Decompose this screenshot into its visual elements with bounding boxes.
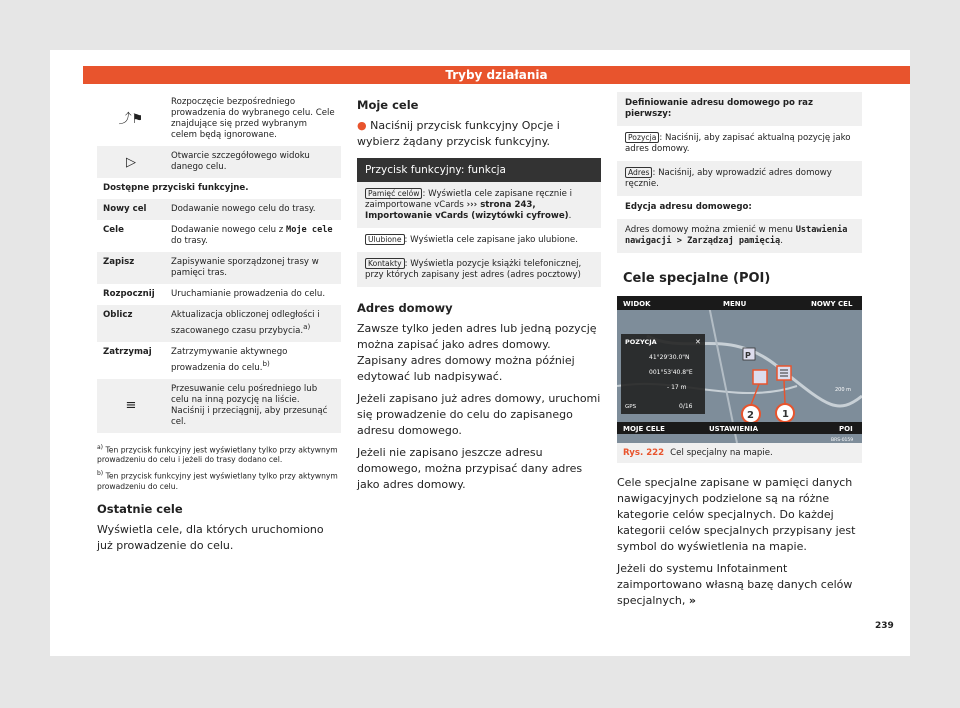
poi-button: POI (839, 425, 853, 433)
function-row (617, 219, 862, 253)
new-destination-button: NOWY CEL (811, 300, 853, 308)
menu-ref: Ustawienia nawigacji > Zarządzaj pamięcią (625, 225, 848, 246)
text-part: Aktualizacja obliczonej odległości i szacowanego czasu przybycia. (171, 310, 320, 336)
table-row (97, 342, 341, 379)
home-address-heading: Adres domowy (357, 301, 453, 315)
footnote-text: Ten przycisk funkcyjny jest wyświetlany tylko przy aktywnym prowadzeniu do celu i jeżeli do trasy dodano cel. (97, 445, 338, 465)
altitude: - 17 m (667, 384, 687, 391)
row-text (165, 342, 341, 379)
row-text (165, 220, 341, 252)
footnote (97, 469, 341, 492)
row-text: Adres domowy można zmienić w menu (625, 225, 796, 235)
row-text: Rozpoczęcie bezpośredniego prowadzenia do wybranego celu. Cele znajdujące się przed wybranym celem będą ignorowane. (165, 92, 341, 146)
function-row (357, 228, 601, 252)
text-part: do trasy. (171, 236, 208, 246)
row-text: Uruchamianie prowadzenia do celu. (165, 284, 341, 305)
footnote-mark: b) (97, 470, 104, 478)
row-key: Nowy cel (97, 199, 165, 220)
row-text: : Wyświetla cele zapisane ręcznie i zaimportowane vCards (365, 189, 573, 210)
position-button: Pozycja (625, 132, 659, 143)
column-3 (617, 92, 862, 615)
caption-text: Cel specjalny na mapie. (670, 448, 773, 458)
footnote-text: Ten przycisk funkcyjny jest wyświetlany tylko przy aktywnym prowadzeniu do celu. (97, 471, 338, 491)
marker-2: 2 (747, 410, 754, 421)
function-row (617, 161, 862, 196)
gps-label: GPS (625, 404, 637, 410)
row-key: Rozpocznij (97, 284, 165, 305)
recent-heading: Ostatnie cele (97, 501, 183, 516)
bullet-item (357, 118, 601, 150)
route-flag-icon: ⤴⚑ (97, 92, 165, 146)
function-table (97, 92, 341, 433)
table-row (97, 146, 341, 178)
paragraph: Jeżeli zapisano już adres domowy, uruchomi się prowadzenie do celu do zapisanego adresu domowego. (357, 392, 601, 437)
row-key: Oblicz (97, 305, 165, 342)
paragraph (617, 561, 862, 609)
page-number: 239 (875, 621, 894, 631)
row-text: . (568, 211, 572, 221)
table-row (97, 220, 341, 252)
table-row (97, 199, 341, 220)
table-row (97, 92, 341, 146)
recent-text: Wyświetla cele, dla których uruchomiono już prowadzenie do celu. (97, 522, 324, 552)
settings-button: USTAWIENIA (709, 425, 759, 433)
navigation-screen-figure (617, 296, 862, 443)
play-outline-icon: ▷ (97, 146, 165, 178)
table-row (97, 252, 341, 284)
row-text: : Wyświetla pozycje książki telefonicznej, przy których zapisany jest adres (adres pocztowy) (365, 259, 582, 280)
table-heading: Definiowanie adresu domowego po raz pierwszy: (617, 92, 862, 126)
paragraph: Zawsze tylko jeden adres lub jedną pozycję można zapisać jako adres domowy. Zapisany adres domowy można później edytować lub nadpisywać. (357, 322, 597, 383)
bullet-icon: ● (357, 119, 371, 132)
function-row (357, 182, 601, 228)
text-part: Dodawanie nowego celu z (171, 225, 287, 235)
column-2 (357, 92, 601, 499)
footnote-mark: a) (97, 443, 104, 451)
row-key: Zapisz (97, 252, 165, 284)
row-text: Dodawanie nowego celu do trasy. (165, 199, 341, 220)
page-header: Tryby działania (83, 66, 910, 84)
row-text: Otwarcie szczegółowego widoku danego celu. (165, 146, 341, 178)
row-text: : Naciśnij, aby wprowadzić adres domowy ręcznie. (625, 168, 832, 189)
my-destinations-heading: Moje cele (357, 98, 419, 112)
footnote (97, 443, 341, 466)
table-heading: Edycja adresu domowego: (625, 202, 752, 212)
figure-reference: Rys. 222 (623, 448, 665, 458)
text-part: Zatrzymywanie aktywnego prowadzenia do celu. (171, 346, 288, 373)
menu-ref: Moje cele (286, 225, 333, 235)
contacts-button: Kontakty (365, 258, 405, 269)
row-text (165, 305, 341, 342)
paragraph-text: Jeżeli do systemu Infotainment zaimportowano własną bazę danych celów specjalnych, (617, 562, 853, 607)
table-row (97, 305, 341, 342)
destination-memory-button: Pamięć celów (365, 188, 422, 199)
row-text: Zapisywanie sporządzonej trasy w pamięci tras. (165, 252, 341, 284)
row-text: : Naciśnij, aby zapisać aktualną pozycję jako adres domowy. (625, 133, 851, 154)
table-row (97, 284, 341, 305)
bullet-text: Naciśnij przycisk funkcyjny Opcje i wybierz żądany przycisk funkcyjny. (357, 119, 560, 148)
drag-handle-icon: ≡ (97, 379, 165, 433)
view-button: WIDOK (623, 300, 651, 308)
position-panel-title: POZYCJA (625, 338, 657, 346)
table-row (97, 379, 341, 433)
latitude: 41°29'30.0"N (649, 354, 690, 361)
page-reference: ››› strona 243, Importowanie vCards (wizytówki cyfrowe) (365, 200, 569, 221)
function-row (357, 252, 601, 287)
table-row (97, 178, 341, 199)
parking-icon: P (745, 351, 751, 360)
map-illustration (617, 296, 862, 443)
paragraph: Jeżeli nie zapisano jeszcze adresu domowego, można przypisać dany adres jako adres domowy. (357, 446, 583, 491)
footnotes (97, 443, 341, 492)
row-text: : Wyświetla cele zapisane jako ulubione. (404, 235, 578, 245)
section-title: Dostępne przyciski funkcyjne. (97, 178, 341, 199)
close-icon: ✕ (695, 338, 701, 346)
footnote-mark: b) (262, 358, 270, 368)
my-destinations-button: MOJE CELE (623, 425, 665, 433)
scale-label: 200 m (835, 387, 852, 393)
row-key: Zatrzymaj (97, 342, 165, 379)
paragraph: Cele specjalne zapisane w pamięci danych nawigacyjnych podzielone są na różne kategorie celów specjalnych. Do każdej kategorii celów specjalnych przypisany jest symbol do wyświetlenia na mapie. (617, 476, 856, 553)
function-box-title: Przycisk funkcyjny: funkcja (357, 158, 601, 182)
poi-heading: Cele specjalne (POI) (623, 271, 771, 286)
figure-code: BRS-0159 (831, 438, 854, 443)
footnote-mark: a) (303, 322, 311, 331)
longitude: 001°53'40.8"E (649, 369, 693, 376)
row-text: Przesuwanie celu pośredniego lub celu na inną pozycję na liście. Naciśnij i przeciągnij, aby przesunąć cel. (165, 379, 341, 433)
row-key: Cele (97, 220, 165, 252)
address-button: Adres (625, 167, 652, 178)
favourites-button: Ulubione (365, 234, 405, 245)
continue-arrow-icon: » (688, 594, 696, 607)
marker-1: 1 (782, 409, 789, 420)
function-row (617, 126, 862, 161)
satellite-count: 0/16 (679, 403, 693, 410)
figure-caption (617, 443, 862, 463)
row-text: . (780, 236, 783, 246)
column-1 (97, 92, 341, 560)
menu-button: MENU (723, 300, 747, 308)
